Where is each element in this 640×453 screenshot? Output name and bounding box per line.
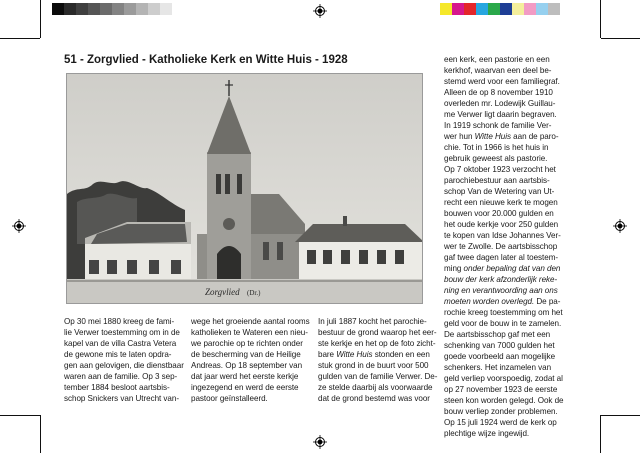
text-line: pastoor geïnstalleerd. [191,394,268,403]
text-line: geld voor de bouw in te zamelen. [444,319,562,328]
registration-mark-icon [313,435,327,449]
text-line: de gewone mis te laten opdra- [64,350,172,359]
color-swatch [124,3,136,15]
text-line: kerkhof, waarvan een deel be- [444,66,552,75]
crop-mark [600,0,601,38]
text-line: gen aan gelovigen, die dienstbaar [64,361,184,370]
color-swatch [548,3,560,15]
photo-caption-suffix: (Dr.) [247,289,261,297]
church-photo-illustration [67,74,423,304]
text-line: waren aan de familie. Op 3 sep- [64,372,178,381]
text-line: dat jaar werd het eerste kerkje [191,372,299,381]
text-line: ze stelde daarbij als voorwaarde [318,383,433,392]
text-line: te kopen van Idse Johannes Ver- [444,231,561,240]
text-line: stuk grond in de buurt voor 500 [318,361,429,370]
color-swatch [464,3,476,15]
color-swatch [148,3,160,15]
text-line: lie Verwer toestemming om in de [64,328,180,337]
text-line: In 1919 schonk de familie Ver- [444,121,552,130]
crop-mark [40,415,41,453]
color-swatch [160,3,172,15]
crop-mark [601,38,640,39]
registration-mark-icon [613,219,627,233]
text-line: bouw der kerk afzonderlijk reke- [444,275,558,284]
text-line: een kerk, een pastorie en een [444,55,550,64]
text-line: ning en verantwoording aan ons [444,286,558,295]
color-swatch [500,3,512,15]
text-line: steen kon worden gelegd. Ook de [444,396,564,405]
text-line: In juli 1887 kocht het parochie- [318,317,427,326]
text-line: ingezegend en werd de eerste [191,383,299,392]
color-swatch [76,3,88,15]
color-swatch [64,3,76,15]
text-line: bare Witte Huis stonden en een [318,350,430,359]
text-line: tember 1884 besloot aartsbis- [64,383,170,392]
text-line: schop Snickers van Utrecht van- [64,394,179,403]
text-line: Op 30 mei 1880 kreeg de fami- [64,317,175,326]
color-swatch [476,3,488,15]
text-line: me Verwer ligt daarin begraven. [444,110,557,119]
body-column-2 [191,316,311,404]
page-title: 51 - Zorgvlied - Katholieke Kerk en Witte Huis - 1928 [64,54,348,66]
text-line: overleden mr. Lodewijk Guillau- [444,99,556,108]
text-line: wer hun Witte Huis aan de paro- [444,132,559,141]
color-swatch [536,3,548,15]
text-line: bouw verliep zonder problemen. [444,407,558,416]
crop-mark [601,415,640,416]
color-swatch [452,3,464,15]
text-line: recht een nieuwe kerk te mogen [444,198,558,207]
text-line: gebruik geweest als pastorie. [444,154,548,163]
crop-mark [0,415,40,416]
text-line: we parochie op te richten onder [191,339,303,348]
registration-mark-icon [12,219,26,233]
text-line: Andreas. Op 18 september van [191,361,303,370]
text-line: goede voorbeeld aan mogelijke [444,352,556,361]
text-line: parochiebestuur aan aartsbis- [444,176,550,185]
text-line: Op 7 oktober 1923 verzocht het [444,165,556,174]
color-swatch [112,3,124,15]
church-photo [66,73,423,304]
photo-caption: Zorgvlied [205,287,240,297]
color-swatch [88,3,100,15]
text-line: rochie kreeg toestemming om het [444,308,563,317]
text-line: op 27 november 1923 de eerste [444,385,558,394]
text-line: het oude kerkje voor 250 gulden [444,220,559,229]
color-swatch [524,3,536,15]
text-line: kapel van de villa Castra Vetera [64,339,177,348]
text-line: wege het groeiende aantal rooms [191,317,310,326]
text-line: ste kerkje en het op de foto zicht- [318,339,436,348]
text-line: de bescherming van de Heilige [191,350,301,359]
text-line: moeten worden overlegd. De pa- [444,297,561,306]
text-line: plechtige wijze ingewijd. [444,429,530,438]
text-line: chie. Tot in 1966 is het huis in [444,143,549,152]
color-swatch [440,3,452,15]
text-line: schop Van de Wetering van Ut- [444,187,555,196]
text-line: bouwen voor 20.000 gulden en [444,209,554,218]
text-line: gulden van de familie Verwer. De- [318,372,438,381]
body-column-3 [318,316,440,404]
grey-color-bar [52,3,172,15]
body-column-1 [64,316,188,404]
text-line: katholieken te Wateren een nieu- [191,328,308,337]
text-line: bestuur de grond waarop het eer- [318,328,437,337]
text-line: dat de grond bestemd was voor [318,394,430,403]
process-color-bar [440,3,560,15]
text-line: Alleen de op 8 november 1910 [444,88,553,97]
text-line: schenkers. Het inzamelen van [444,363,552,372]
text-line: wer te Zwolle. De aartsbisschop [444,242,558,251]
crop-mark [0,38,40,39]
crop-mark [40,0,41,38]
body-column-4 [444,54,572,439]
color-swatch [100,3,112,15]
registration-mark-icon [313,4,327,18]
color-swatch [488,3,500,15]
color-swatch [52,3,64,15]
crop-mark [600,415,601,453]
color-swatch [512,3,524,15]
text-line: stemd werd voor een familiegraf. [444,77,560,86]
text-line: geld verliep voorspoedig, zodat al [444,374,563,383]
text-line: gaf twee dagen later al toestem- [444,253,559,262]
text-line: Op 15 juli 1924 werd de kerk op [444,418,557,427]
color-swatch [136,3,148,15]
text-line: ming onder bepaling dat van den [444,264,561,273]
text-line: De aartsbisschop gaf met een [444,330,551,339]
text-line: schenking van 7000 gulden het [444,341,555,350]
